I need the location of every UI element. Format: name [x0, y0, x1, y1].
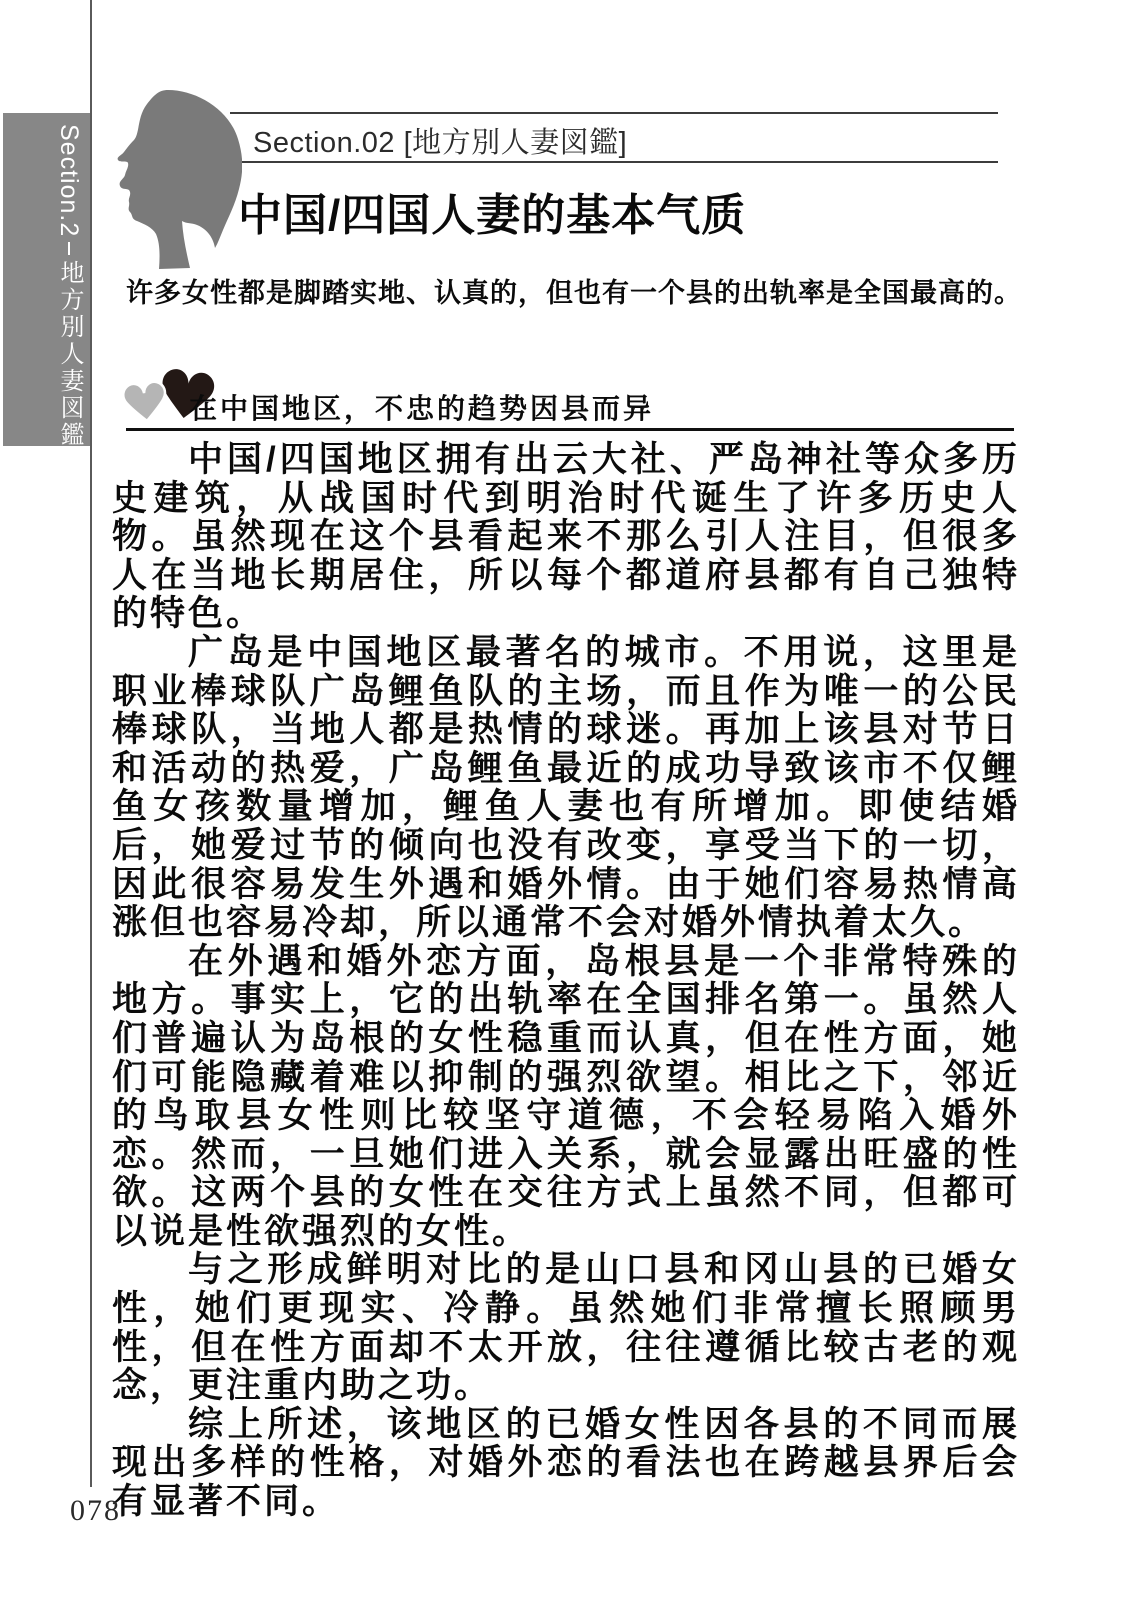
- page-number: 078: [70, 1494, 121, 1527]
- page-title: 中国/四国人妻的基本气质: [238, 191, 747, 240]
- heading-underline: [126, 428, 1014, 431]
- sidebar-divider: [68, 242, 70, 255]
- body-paragraph: 广岛是中国地区最著名的城市。不用说，这里是职业棒球队广岛鲤鱼队的主场，而且作为唯一的公民棒球队，当地人都是热情的球迷。再加上该县对节日和活动的热爱，广岛鲤鱼最近的成功导致该市不仅鲤鱼女孩数量增加，鲤鱼人妻也有所增加。即使结婚后，她爱过节的倾向也没有改变，享受当下的一切，因此很容易发生外遇和婚外情。由于她们容易热情高涨但也容易冷却，所以通常不会对婚外情执着太久。: [112, 632, 1020, 943]
- page-subtitle: 许多女性都是脚踏实地、认真的，但也有一个县的出轨率是全国最高的。: [126, 278, 1022, 308]
- header-section-label: Section.02 [地方別人妻図鑑]: [253, 127, 628, 159]
- body-paragraph: 综上所述，该地区的已婚女性因各县的不同而展现出多样的性格，对婚外恋的看法也在跨越县界后会有显著不同。: [112, 1404, 1020, 1522]
- article-body: [112, 441, 1020, 1522]
- sidebar-series-title: 地方別人妻図鑑: [56, 260, 83, 450]
- body-paragraph: 中国/四国地区拥有出云大社、严岛神社等众多历史建筑，从战国时代到明治时代诞生了许多历史人物。虽然现在这个县看起来不那么引人注目，但很多人在当地长期居住，所以每个都道府县都有自己独特的特色。: [112, 440, 1020, 634]
- body-paragraph: 与之形成鲜明对比的是山口县和冈山县的已婚女性，她们更现实、冷静。虽然她们非常擅长照顾男性，但在性方面却不太开放，往往遵循比较古老的观念，更注重内助之功。: [112, 1250, 1020, 1406]
- woman-profile-silhouette-icon: [116, 88, 242, 269]
- article-heading: 在中国地区，不忠的趋势因县而异: [189, 393, 655, 424]
- body-paragraph: 在外遇和婚外恋方面，岛根县是一个非常特殊的地方。事实上，它的出轨率在全国排名第一。虽然人们普遍认为岛根的女性稳重而认真，但在性方面，她们可能隐藏着难以抑制的强烈欲望。相比之下，邻近的鸟取县女性则比较坚守道德，不会轻易陷入婚外恋。然而，一旦她们进入关系，就会显露出旺盛的性欲。这两个县的女性在交往方式上虽然不同，但都可以说是性欲强烈的女性。: [112, 941, 1020, 1251]
- sidebar-vertical-text: [53, 124, 85, 449]
- sidebar-section-number: Section.2: [55, 124, 83, 238]
- left-vertical-rule: [90, 0, 92, 1487]
- header-rule-bottom: [230, 161, 998, 163]
- header-rule-top: [230, 112, 998, 114]
- sidebar-section-band: [3, 113, 90, 450]
